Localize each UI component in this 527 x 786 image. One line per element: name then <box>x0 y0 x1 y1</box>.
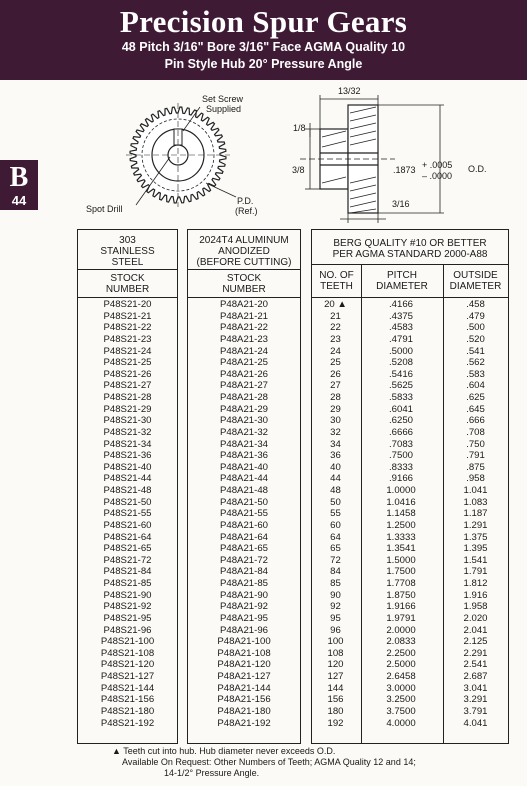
aluminum-stock-cell: P48A21-26 <box>219 368 268 380</box>
table-row <box>77 346 509 358</box>
table-row <box>77 404 509 416</box>
teeth-count-cell: 127 <box>327 671 344 682</box>
aluminum-stock-cell: P48A21-30 <box>219 415 268 427</box>
pitch-diameter-cell: .5000 <box>388 345 413 357</box>
teeth-count-cell: 72 <box>330 554 341 566</box>
outside-diameter-cell: 4.041 <box>463 717 488 729</box>
stainless-stock-cell: P48S21-50 <box>103 496 152 508</box>
stainless-stock-cell: P48S21-64 <box>103 531 152 543</box>
pitch-diameter-cell: 1.0416 <box>386 496 416 508</box>
table-row <box>77 473 509 485</box>
table-row <box>77 497 509 509</box>
stainless-stock-cell: P48S21-48 <box>103 485 152 496</box>
teeth-count-cell: 108 <box>327 647 344 659</box>
table-row <box>77 694 509 706</box>
aluminum-stock-cell: P48A21-85 <box>219 578 268 589</box>
table-row <box>77 508 509 520</box>
stainless-stock-cell: P48S21-30 <box>103 415 152 427</box>
aluminum-stock-cell: P48A21-92 <box>219 601 268 613</box>
pitch-diameter-cell: .7500 <box>388 450 413 462</box>
teeth-count-cell: 44 <box>330 473 341 485</box>
aluminum-head-2: ANODIZED <box>218 246 270 257</box>
spec-line-1: 48 Pitch 3/16" Bore 3/16" Face AGMA Quality 10 <box>121 40 406 54</box>
teeth-count-cell: 25 <box>330 357 341 369</box>
table-row <box>77 625 509 637</box>
stainless-stock-cell: P48S21-32 <box>103 426 152 438</box>
table-row <box>77 369 509 381</box>
outside-diameter-cell: 1.541 <box>463 554 488 566</box>
stainless-stock-cell: P48S21-60 <box>103 519 152 531</box>
stainless-stock-cell: P48S21-180 <box>100 705 155 717</box>
table-row <box>77 334 509 346</box>
pitch-diameter-cell: .4791 <box>388 333 413 345</box>
table-row <box>77 439 509 451</box>
stainless-stock-cell: P48S21-92 <box>103 601 152 613</box>
stainless-stock-cell: P48S21-108 <box>100 647 155 659</box>
set-screw-label: Set Screw <box>202 94 244 104</box>
stainless-stock-cell: P48S21-144 <box>100 682 155 694</box>
dim-1-8: 1/8 <box>293 123 306 133</box>
pitch-diameter-cell: 2.5000 <box>386 659 416 671</box>
outside-diameter-cell: .458 <box>466 299 485 310</box>
teeth-count-cell: 92 <box>330 601 341 613</box>
aluminum-stock-cell: P48A21-72 <box>219 554 268 566</box>
gear-drawing <box>0 85 527 230</box>
bore-dim: .1873 <box>393 165 416 175</box>
aluminum-stock-cell: P48A21-90 <box>219 589 268 601</box>
aluminum-stock-cell: P48A21-108 <box>217 647 271 659</box>
table-row <box>77 450 509 462</box>
outside-diameter-cell: .604 <box>466 380 485 392</box>
teeth-count-cell: 60 <box>330 519 341 531</box>
stainless-stock-cell: P48S21-72 <box>103 554 152 566</box>
stainless-stock-cell: P48S21-55 <box>103 508 152 520</box>
stainless-stock-cell: P48S21-25 <box>103 357 152 369</box>
stainless-head-3: STEEL <box>111 257 144 268</box>
stainless-stock-cell: P48S21-27 <box>103 380 152 392</box>
aluminum-number-head: NUMBER <box>222 284 266 295</box>
header-banner <box>0 0 527 80</box>
outside-diameter-cell: .541 <box>466 345 485 357</box>
aluminum-stock-cell: P48A21-20 <box>219 299 268 310</box>
od-head-2: DIAMETER <box>449 281 502 292</box>
stainless-stock-head: STOCK <box>110 273 145 284</box>
pitch-diameter-cell: .5416 <box>388 368 413 380</box>
aluminum-stock-cell: P48A21-84 <box>219 566 268 578</box>
aluminum-stock-cell: P48A21-192 <box>217 717 271 729</box>
table-row <box>77 578 509 590</box>
aluminum-stock-cell: P48A21-50 <box>219 496 268 508</box>
aluminum-head-1: 2024T4 ALUMINUM <box>199 235 289 246</box>
table-row <box>77 659 509 671</box>
outside-diameter-cell: .875 <box>466 461 485 473</box>
gear-diagram <box>0 85 527 230</box>
outside-diameter-cell: 1.041 <box>463 485 488 496</box>
table-row <box>77 532 509 544</box>
outside-diameter-cell: 1.791 <box>463 566 488 578</box>
teeth-count-cell: 96 <box>330 624 341 636</box>
pitch-diameter-cell: 1.2500 <box>386 519 416 531</box>
pitch-diameter-cell: 1.3333 <box>386 531 416 543</box>
stainless-stock-cell: P48S21-21 <box>103 310 152 322</box>
pitch-diameter-cell: 1.7708 <box>386 578 416 589</box>
teeth-count-cell: 192 <box>327 717 344 729</box>
table-row <box>77 520 509 532</box>
stainless-stock-cell: P48S21-96 <box>103 624 152 636</box>
pitch-diameter-cell: 1.1458 <box>386 508 416 520</box>
outside-diameter-cell: 2.041 <box>463 624 488 636</box>
dim-3-8: 3/8 <box>292 165 305 175</box>
teeth-count-cell: 64 <box>330 531 341 543</box>
teeth-count-cell: 180 <box>327 705 344 717</box>
outside-diameter-cell: 1.958 <box>463 601 488 613</box>
outside-diameter-cell: .666 <box>466 415 485 427</box>
stainless-stock-cell: P48S21-34 <box>103 438 152 450</box>
stainless-stock-cell: P48S21-29 <box>103 403 152 415</box>
table-row <box>77 601 509 613</box>
aluminum-stock-cell: P48A21-120 <box>217 659 271 671</box>
pitch-diameter-cell: .6666 <box>388 426 413 438</box>
pitch-diameter-cell: 2.0833 <box>386 636 416 648</box>
stainless-stock-cell: P48S21-36 <box>103 450 152 462</box>
aluminum-stock-cell: P48A21-180 <box>217 705 271 717</box>
outside-diameter-cell: 1.395 <box>463 543 488 555</box>
pitch-diameter-cell: .5625 <box>388 380 413 392</box>
pitch-diameter-cell: 3.2500 <box>386 694 416 706</box>
table-row <box>77 555 509 567</box>
footnote-available: Available On Request: Other Numbers of Teeth; AGMA Quality 12 and 14; <box>122 757 416 767</box>
pitch-head-1: PITCH <box>387 270 417 281</box>
outside-diameter-cell: .958 <box>466 473 485 485</box>
outside-diameter-cell: 3.041 <box>463 682 488 694</box>
teeth-count-cell: 20 ▲ <box>324 299 347 310</box>
teeth-count-cell: 100 <box>327 636 344 648</box>
footnote-pressure: 14-1/2° Pressure Angle. <box>164 768 260 778</box>
outside-diameter-cell: 1.291 <box>463 519 488 531</box>
pitch-diameter-cell: .4375 <box>388 310 413 322</box>
aluminum-stock-cell: P48A21-65 <box>219 543 268 555</box>
teeth-count-cell: 84 <box>330 566 341 578</box>
outside-diameter-cell: 3.791 <box>463 705 488 717</box>
pitch-diameter-cell: 1.9791 <box>386 612 416 624</box>
outside-diameter-cell: 1.812 <box>463 578 488 589</box>
aluminum-stock-cell: P48A21-48 <box>219 485 268 496</box>
outside-diameter-cell: 1.916 <box>463 589 488 601</box>
stainless-stock-cell: P48S21-22 <box>103 322 152 334</box>
outside-diameter-cell: .500 <box>466 322 485 334</box>
stainless-stock-cell: P48S21-26 <box>103 368 152 380</box>
stainless-stock-cell: P48S21-40 <box>103 461 152 473</box>
outside-diameter-cell: 2.687 <box>463 671 488 682</box>
pitch-diameter-cell: .4583 <box>388 322 413 334</box>
aluminum-stock-cell: P48A21-22 <box>219 322 268 334</box>
page-title: Precision Spur Gears <box>119 4 408 39</box>
teeth-count-cell: 48 <box>330 485 341 496</box>
spot-drill-label: Spot Drill <box>86 204 123 214</box>
aluminum-stock-cell: P48A21-29 <box>219 403 268 415</box>
teeth-count-cell: 144 <box>327 682 344 694</box>
outside-diameter-cell: 1.187 <box>463 508 488 520</box>
teeth-count-cell: 21 <box>330 310 341 322</box>
quality-head-1: BERG QUALITY #10 OR BETTER <box>333 238 487 249</box>
aluminum-stock-cell: P48A21-44 <box>219 473 268 485</box>
pitch-diameter-cell: 2.2500 <box>386 647 416 659</box>
table-row <box>77 427 509 439</box>
outside-diameter-cell: 1.083 <box>463 496 488 508</box>
teeth-count-cell: 30 <box>330 415 341 427</box>
outside-diameter-cell: .708 <box>466 426 485 438</box>
teeth-count-cell: 34 <box>330 438 341 450</box>
teeth-count-cell: 32 <box>330 426 341 438</box>
aluminum-stock-cell: P48A21-55 <box>219 508 268 520</box>
outside-diameter-cell: .750 <box>466 438 485 450</box>
teeth-count-cell: 29 <box>330 403 341 415</box>
bore-tol-plus: + .0005 <box>422 160 453 170</box>
quality-head-2: PER AGMA STANDARD 2000-A88 <box>332 249 488 260</box>
outside-diameter-cell: 1.375 <box>463 531 488 543</box>
table-row <box>77 485 509 497</box>
dim-3-16: 3/16 <box>392 199 410 209</box>
pitch-diameter-cell: 3.0000 <box>386 682 416 694</box>
section-letter: B <box>9 162 29 193</box>
outside-diameter-cell: 2.125 <box>463 636 488 648</box>
teeth-count-cell: 156 <box>327 694 344 706</box>
stainless-stock-cell: P48S21-90 <box>103 589 152 601</box>
table-row <box>77 322 509 334</box>
pitch-head-2: DIAMETER <box>376 281 428 292</box>
stainless-stock-cell: P48S21-84 <box>103 566 152 578</box>
stainless-stock-cell: P48S21-156 <box>100 694 155 706</box>
teeth-count-cell: 23 <box>330 333 341 345</box>
pitch-diameter-cell: 1.5000 <box>386 554 416 566</box>
table-row <box>77 613 509 625</box>
outside-diameter-cell: 3.291 <box>463 694 488 706</box>
stainless-stock-cell: P48S21-23 <box>103 333 152 345</box>
table-row <box>77 392 509 404</box>
pitch-diameter-cell: .4166 <box>388 299 413 310</box>
teeth-head-2: TEETH <box>320 281 353 292</box>
stainless-stock-cell: P48S21-95 <box>103 612 152 624</box>
pitch-diameter-cell: .6250 <box>388 415 413 427</box>
pitch-diameter-cell: .8333 <box>388 461 413 473</box>
aluminum-stock-cell: P48A21-32 <box>219 426 268 438</box>
stainless-stock-cell: P48S21-24 <box>103 345 152 357</box>
pitch-diameter-cell: 4.0000 <box>386 717 416 729</box>
teeth-count-cell: 55 <box>330 508 341 520</box>
outside-diameter-cell: 2.020 <box>463 612 488 624</box>
table-row <box>77 683 509 695</box>
table-row <box>77 671 509 683</box>
table-row <box>77 636 509 648</box>
table-row <box>77 590 509 602</box>
teeth-count-cell: 40 <box>330 461 341 473</box>
aluminum-stock-cell: P48A21-34 <box>219 438 268 450</box>
aluminum-head-3: (BEFORE CUTTING) <box>196 257 292 268</box>
stainless-number-head: NUMBER <box>105 284 150 295</box>
outside-diameter-cell: .645 <box>466 403 485 415</box>
aluminum-stock-cell: P48A21-27 <box>219 380 268 392</box>
od-head-1: OUTSIDE <box>453 270 498 281</box>
stainless-stock-cell: P48S21-120 <box>100 659 155 671</box>
aluminum-stock-cell: P48A21-21 <box>219 310 268 322</box>
table-row <box>77 706 509 718</box>
teeth-count-cell: 65 <box>330 543 341 555</box>
spec-line-2: Pin Style Hub 20° Pressure Angle <box>164 57 363 71</box>
table-row <box>77 462 509 474</box>
pitch-diameter-cell: .9166 <box>388 473 413 485</box>
teeth-count-cell: 95 <box>330 612 341 624</box>
outside-diameter-cell: .583 <box>466 368 485 380</box>
aluminum-stock-cell: P48A21-28 <box>219 392 268 403</box>
pitch-diameter-cell: 1.3541 <box>386 543 416 555</box>
teeth-count-cell: 36 <box>330 450 341 462</box>
supplied-label: Supplied <box>206 104 242 114</box>
outside-diameter-cell: 2.541 <box>463 659 488 671</box>
aluminum-stock-cell: P48A21-127 <box>217 671 271 682</box>
table-row <box>77 718 509 730</box>
stainless-head-2: STAINLESS <box>100 246 155 257</box>
table-row <box>77 566 509 578</box>
gear-side-view <box>300 95 444 223</box>
table-body <box>77 299 509 729</box>
aluminum-stock-cell: P48A21-96 <box>219 624 268 636</box>
pd-label: P.D. <box>237 196 254 206</box>
pitch-diameter-cell: 2.6458 <box>386 671 416 682</box>
pitch-diameter-cell: .7083 <box>388 438 413 450</box>
teeth-count-cell: 26 <box>330 368 341 380</box>
teeth-count-cell: 50 <box>330 496 341 508</box>
aluminum-stock-cell: P48A21-100 <box>217 636 271 648</box>
pitch-diameter-cell: 1.0000 <box>386 485 416 496</box>
pitch-diameter-cell: 1.7500 <box>386 566 416 578</box>
outside-diameter-cell: .791 <box>466 450 485 462</box>
stainless-head-1: 303 <box>119 235 136 246</box>
bore-tol-minus: – .0000 <box>422 171 453 181</box>
pitch-diameter-cell: .6041 <box>388 403 413 415</box>
table-row <box>77 311 509 323</box>
teeth-count-cell: 120 <box>327 659 344 671</box>
teeth-count-cell: 27 <box>330 380 341 392</box>
pitch-diameter-cell: 1.9166 <box>386 601 416 613</box>
stainless-stock-cell: P48S21-100 <box>100 636 155 648</box>
stainless-stock-cell: P48S21-20 <box>103 299 152 310</box>
aluminum-stock-cell: P48A21-144 <box>217 682 271 694</box>
pitch-diameter-cell: .5208 <box>388 357 413 369</box>
stainless-stock-cell: P48S21-127 <box>100 671 155 682</box>
table-row <box>77 415 509 427</box>
pd-ref-label: (Ref.) <box>235 206 258 216</box>
stainless-stock-cell: P48S21-28 <box>103 392 152 403</box>
outside-diameter-cell: .562 <box>466 357 485 369</box>
stainless-stock-cell: P48S21-192 <box>100 717 155 729</box>
od-label: O.D. <box>468 164 487 174</box>
stainless-stock-cell: P48S21-44 <box>103 473 152 485</box>
page-number: 44 <box>11 193 27 208</box>
table-row <box>77 299 509 311</box>
table-row <box>77 648 509 660</box>
stainless-stock-cell: P48S21-65 <box>103 543 152 555</box>
aluminum-stock-cell: P48A21-40 <box>219 461 268 473</box>
teeth-count-cell: 85 <box>330 578 341 589</box>
teeth-count-cell: 22 <box>330 322 341 334</box>
outside-diameter-cell: .625 <box>466 392 485 403</box>
aluminum-stock-cell: P48A21-25 <box>219 357 268 369</box>
aluminum-stock-cell: P48A21-36 <box>219 450 268 462</box>
outside-diameter-cell: .479 <box>466 310 485 322</box>
gear-front-view <box>126 103 236 207</box>
aluminum-stock-head: STOCK <box>226 273 262 284</box>
dim-13-32: 13/32 <box>338 86 361 96</box>
teeth-head-1: NO. OF <box>319 270 354 281</box>
teeth-count-cell: 28 <box>330 392 341 403</box>
outside-diameter-cell: .520 <box>466 333 485 345</box>
aluminum-stock-cell: P48A21-60 <box>219 519 268 531</box>
aluminum-stock-cell: P48A21-64 <box>219 531 268 543</box>
pitch-diameter-cell: 1.8750 <box>386 589 416 601</box>
aluminum-stock-cell: P48A21-156 <box>217 694 271 706</box>
teeth-count-cell: 24 <box>330 345 341 357</box>
footnote-teeth: ▲ Teeth cut into hub. Hub diameter never exceeds O.D. <box>112 746 336 756</box>
table-row <box>77 380 509 392</box>
aluminum-stock-cell: P48A21-24 <box>219 345 268 357</box>
outside-diameter-cell: 2.291 <box>463 647 488 659</box>
stainless-stock-cell: P48S21-85 <box>103 578 152 589</box>
aluminum-stock-cell: P48A21-95 <box>219 612 268 624</box>
pitch-diameter-cell: .5833 <box>388 392 413 403</box>
table-row <box>77 357 509 369</box>
table-row <box>77 543 509 555</box>
aluminum-stock-cell: P48A21-23 <box>219 333 268 345</box>
teeth-count-cell: 90 <box>330 589 341 601</box>
pitch-diameter-cell: 3.7500 <box>386 705 416 717</box>
pitch-diameter-cell: 2.0000 <box>386 624 416 636</box>
footnotes <box>112 746 416 779</box>
